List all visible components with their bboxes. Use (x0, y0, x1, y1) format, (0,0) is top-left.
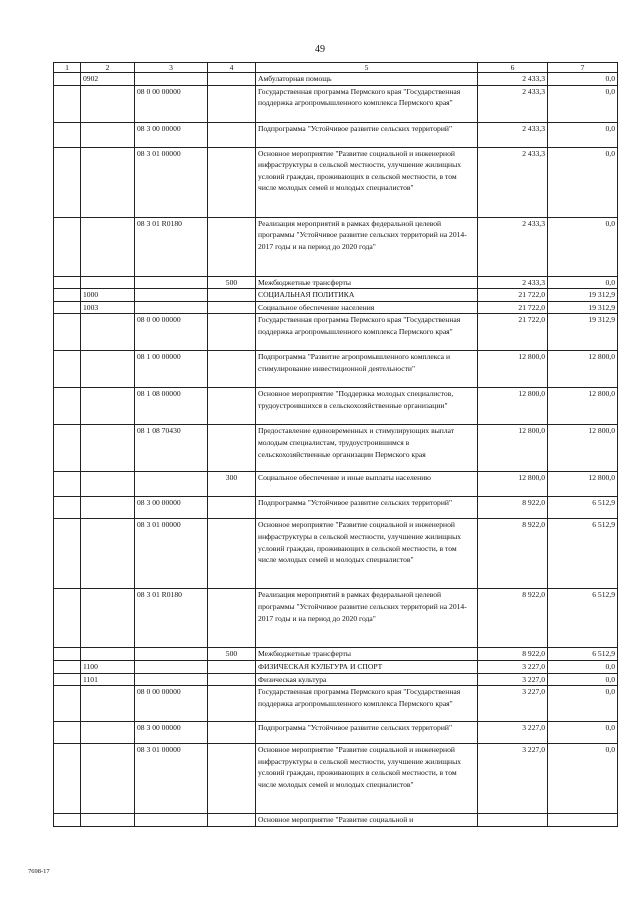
amount-cell: 12 800,0 (548, 388, 618, 425)
amount-cell: 8 922,0 (478, 519, 548, 589)
section-cell (54, 519, 81, 589)
expense-type-cell: 500 (208, 276, 256, 289)
expense-type-cell (208, 122, 256, 147)
target-article-cell: 08 3 01 00000 (135, 147, 208, 217)
header-cell: 2 (81, 63, 135, 73)
target-article-cell (135, 673, 208, 686)
header-cell: 1 (54, 63, 81, 73)
description-cell: Реализация мероприятий в рамках федеральной целевой программы "Устойчивое развитие сельских территорий на 2014-2017 годы и на период до 2020 года" (256, 217, 478, 276)
section-cell (54, 289, 81, 302)
amount-cell: 8 922,0 (478, 589, 548, 648)
target-article-cell: 08 1 08 00000 (135, 388, 208, 425)
header-cell: 3 (135, 63, 208, 73)
page-number: 49 (315, 44, 325, 55)
section-cell (54, 589, 81, 648)
target-article-cell (135, 814, 208, 827)
description-cell: Амбулаторная помощь (256, 73, 478, 86)
amount-cell: 12 800,0 (478, 388, 548, 425)
expense-type-cell (208, 814, 256, 827)
table-row (54, 217, 618, 276)
amount-cell: 6 512,9 (548, 648, 618, 661)
document-code: 7698-17 (28, 868, 50, 875)
amount-cell: 21 722,0 (478, 301, 548, 314)
subsection-code-cell (81, 425, 135, 472)
description-cell: Основное мероприятие "Развитие социальной и инженерной инфраструктуры в сельской местности, улучшение жилищных условий граждан, проживающих в сельской местности, в том числе молодых семей и молодых специалистов" (256, 744, 478, 814)
expense-type-cell (208, 388, 256, 425)
expense-type-cell (208, 660, 256, 673)
table-row (54, 425, 618, 472)
table-row (54, 648, 618, 661)
description-cell: Реализация мероприятий в рамках федеральной целевой программы "Устойчивое развитие сельских территорий на 2014-2017 годы и на период до 2020 года" (256, 589, 478, 648)
subsection-code-cell (81, 314, 135, 351)
amount-cell: 2 433,3 (478, 217, 548, 276)
amount-cell: 12 800,0 (548, 425, 618, 472)
description-cell: Подпрограмма "Развитие агропромышленного комплекса и стимулирование инвестиционной деятельности" (256, 351, 478, 388)
amount-cell: 0,0 (548, 147, 618, 217)
target-article-cell: 08 1 08 70430 (135, 425, 208, 472)
amount-cell (548, 814, 618, 827)
section-cell (54, 73, 81, 86)
subsection-code-cell (81, 85, 135, 122)
table-row (54, 276, 618, 289)
amount-cell: 3 227,0 (478, 744, 548, 814)
expense-type-cell (208, 73, 256, 86)
expense-type-cell (208, 147, 256, 217)
amount-cell: 12 800,0 (478, 351, 548, 388)
amount-cell: 8 922,0 (478, 648, 548, 661)
section-cell (54, 351, 81, 388)
expense-type-cell (208, 497, 256, 519)
amount-cell: 6 512,9 (548, 497, 618, 519)
subsection-code-cell (81, 686, 135, 722)
amount-cell: 0,0 (548, 686, 618, 722)
subsection-code-cell (81, 519, 135, 589)
description-cell: Государственная программа Пермского края "Государственная поддержка агропромышленного комплекса Пермского края" (256, 686, 478, 722)
description-cell: Подпрограмма "Устойчивое развитие сельских территорий" (256, 122, 478, 147)
expense-type-cell (208, 351, 256, 388)
target-article-cell (135, 289, 208, 302)
description-cell: ФИЗИЧЕСКАЯ КУЛЬТУРА И СПОРТ (256, 660, 478, 673)
header-cell: 5 (256, 63, 478, 73)
target-article-cell (135, 73, 208, 86)
amount-cell: 8 922,0 (478, 497, 548, 519)
amount-cell: 19 312,9 (548, 289, 618, 302)
section-cell (54, 425, 81, 472)
description-cell: Социальное обеспечение населения (256, 301, 478, 314)
subsection-code-cell: 1100 (81, 660, 135, 673)
amount-cell: 21 722,0 (478, 289, 548, 302)
section-cell (54, 744, 81, 814)
table-row (54, 744, 618, 814)
target-article-cell: 08 3 01 00000 (135, 744, 208, 814)
target-article-cell (135, 276, 208, 289)
target-article-cell (135, 648, 208, 661)
target-article-cell: 08 3 01 R0180 (135, 589, 208, 648)
subsection-code-cell (81, 472, 135, 497)
description-cell: Предоставление единовременных и стимулирующих выплат молодым специалистам, трудоустроившимся в сельскохозяйственные организации Пермского края (256, 425, 478, 472)
table-row (54, 73, 618, 86)
section-cell (54, 497, 81, 519)
description-cell: Социальное обеспечение и иные выплаты населению (256, 472, 478, 497)
subsection-code-cell (81, 814, 135, 827)
subsection-code-cell (81, 589, 135, 648)
description-cell: Подпрограмма "Устойчивое развитие сельских территорий" (256, 722, 478, 744)
table-row (54, 301, 618, 314)
subsection-code-cell (81, 276, 135, 289)
description-cell: Физическая культура (256, 673, 478, 686)
subsection-code-cell (81, 722, 135, 744)
section-cell (54, 814, 81, 827)
table-row (54, 660, 618, 673)
section-cell (54, 217, 81, 276)
header-cell: 6 (478, 63, 548, 73)
description-cell: Основное мероприятие "Развитие социальной и (256, 814, 478, 827)
description-cell: Основное мероприятие "Развитие социальной и инженерной инфраструктуры в сельской местности, улучшение жилищных условий граждан, проживающих в сельской местности, в том числе молодых семей и молодых специалистов" (256, 519, 478, 589)
subsection-code-cell (81, 217, 135, 276)
target-article-cell: 08 3 00 00000 (135, 497, 208, 519)
table-row (54, 814, 618, 827)
expense-type-cell (208, 744, 256, 814)
description-cell: Основное мероприятие "Поддержка молодых специалистов, трудоустроившихся в сельскохозяйственные организации" (256, 388, 478, 425)
amount-cell: 21 722,0 (478, 314, 548, 351)
table-row (54, 686, 618, 722)
amount-cell: 0,0 (548, 276, 618, 289)
table-row (54, 497, 618, 519)
expense-type-cell (208, 289, 256, 302)
section-cell (54, 673, 81, 686)
subsection-code-cell (81, 388, 135, 425)
subsection-code-cell (81, 648, 135, 661)
amount-cell: 0,0 (548, 744, 618, 814)
subsection-code-cell (81, 147, 135, 217)
description-cell: Государственная программа Пермского края "Государственная поддержка агропромышленного комплекса Пермского края" (256, 314, 478, 351)
table-row (54, 351, 618, 388)
amount-cell: 19 312,9 (548, 314, 618, 351)
target-article-cell: 08 3 00 00000 (135, 722, 208, 744)
subsection-code-cell: 1101 (81, 673, 135, 686)
header-cell: 4 (208, 63, 256, 73)
amount-cell: 0,0 (548, 122, 618, 147)
expense-type-cell (208, 85, 256, 122)
amount-cell: 2 433,3 (478, 122, 548, 147)
budget-table (53, 62, 618, 827)
amount-cell: 0,0 (548, 85, 618, 122)
amount-cell: 6 512,9 (548, 589, 618, 648)
target-article-cell (135, 301, 208, 314)
table-row (54, 314, 618, 351)
header-cell: 7 (548, 63, 618, 73)
amount-cell: 12 800,0 (548, 351, 618, 388)
section-cell (54, 147, 81, 217)
target-article-cell: 08 0 00 00000 (135, 85, 208, 122)
target-article-cell: 08 1 00 00000 (135, 351, 208, 388)
table-row (54, 289, 618, 302)
expense-type-cell (208, 519, 256, 589)
amount-cell: 3 227,0 (478, 660, 548, 673)
amount-cell: 0,0 (548, 217, 618, 276)
amount-cell: 3 227,0 (478, 673, 548, 686)
expense-type-cell (208, 217, 256, 276)
target-article-cell: 08 0 00 00000 (135, 314, 208, 351)
amount-cell: 12 800,0 (478, 472, 548, 497)
table-row (54, 472, 618, 497)
amount-cell: 6 512,9 (548, 519, 618, 589)
amount-cell: 3 227,0 (478, 722, 548, 744)
expense-type-cell: 500 (208, 648, 256, 661)
subsection-code-cell (81, 122, 135, 147)
table-row (54, 722, 618, 744)
expense-type-cell (208, 314, 256, 351)
amount-cell: 0,0 (548, 722, 618, 744)
table-row (54, 85, 618, 122)
amount-cell: 2 433,3 (478, 73, 548, 86)
subsection-code-cell: 1000 (81, 289, 135, 302)
table-row (54, 122, 618, 147)
expense-type-cell (208, 686, 256, 722)
expense-type-cell (208, 589, 256, 648)
section-cell (54, 660, 81, 673)
expense-type-cell (208, 673, 256, 686)
description-cell: Межбюджетные трансферты (256, 276, 478, 289)
target-article-cell: 08 0 00 00000 (135, 686, 208, 722)
table-row (54, 589, 618, 648)
amount-cell: 0,0 (548, 660, 618, 673)
expense-type-cell (208, 425, 256, 472)
amount-cell: 3 227,0 (478, 686, 548, 722)
description-cell: Подпрограмма "Устойчивое развитие сельских территорий" (256, 497, 478, 519)
expense-type-cell (208, 301, 256, 314)
subsection-code-cell (81, 351, 135, 388)
target-article-cell (135, 660, 208, 673)
description-cell: Межбюджетные трансферты (256, 648, 478, 661)
amount-cell: 12 800,0 (478, 425, 548, 472)
subsection-code-cell (81, 744, 135, 814)
table-header-row (54, 63, 618, 73)
amount-cell: 0,0 (548, 73, 618, 86)
table-row (54, 147, 618, 217)
table-row (54, 519, 618, 589)
description-cell: Государственная программа Пермского края "Государственная поддержка агропромышленного комплекса Пермского края" (256, 85, 478, 122)
section-cell (54, 472, 81, 497)
section-cell (54, 722, 81, 744)
subsection-code-cell (81, 497, 135, 519)
subsection-code-cell: 1003 (81, 301, 135, 314)
target-article-cell: 08 3 01 R0180 (135, 217, 208, 276)
section-cell (54, 648, 81, 661)
subsection-code-cell: 0902 (81, 73, 135, 86)
amount-cell: 2 433,3 (478, 276, 548, 289)
section-cell (54, 276, 81, 289)
target-article-cell: 08 3 01 00000 (135, 519, 208, 589)
amount-cell: 19 312,9 (548, 301, 618, 314)
amount-cell (478, 814, 548, 827)
description-cell: СОЦИАЛЬНАЯ ПОЛИТИКА (256, 289, 478, 302)
table-row (54, 673, 618, 686)
target-article-cell (135, 472, 208, 497)
section-cell (54, 122, 81, 147)
section-cell (54, 686, 81, 722)
description-cell: Основное мероприятие "Развитие социальной и инженерной инфраструктуры в сельской местности, улучшение жилищных условий граждан, проживающих в сельской местности, в том числе молодых семей и молодых специалистов" (256, 147, 478, 217)
amount-cell: 12 800,0 (548, 472, 618, 497)
amount-cell: 0,0 (548, 673, 618, 686)
expense-type-cell: 300 (208, 472, 256, 497)
target-article-cell: 08 3 00 00000 (135, 122, 208, 147)
section-cell (54, 85, 81, 122)
amount-cell: 2 433,3 (478, 147, 548, 217)
table-row (54, 388, 618, 425)
section-cell (54, 301, 81, 314)
section-cell (54, 388, 81, 425)
section-cell (54, 314, 81, 351)
expense-type-cell (208, 722, 256, 744)
amount-cell: 2 433,3 (478, 85, 548, 122)
